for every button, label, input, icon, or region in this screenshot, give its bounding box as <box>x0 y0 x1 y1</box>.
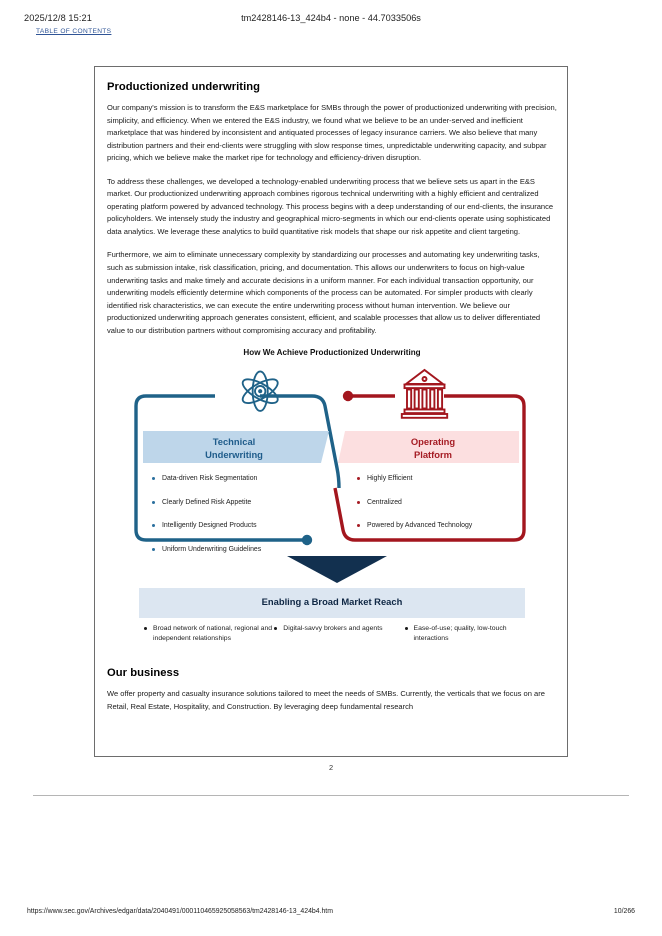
list-item: Powered by Advanced Technology <box>357 521 537 530</box>
browser-print-footer <box>0 908 662 922</box>
page-title: Productionized underwriting <box>107 81 260 93</box>
list-item: Digital-savvy brokers and agents <box>273 624 403 643</box>
red-start-dot <box>343 391 353 401</box>
document-page <box>94 66 568 757</box>
infographic-productionized-underwriting <box>107 348 557 653</box>
source-url: https://www.sec.gov/Archives/edgar/data/2040491/000110465925058563/tm2428146-13_424b4.htm <box>27 908 333 915</box>
list-item: Broad network of national, regional and independent relationships <box>143 624 273 643</box>
bottom-divider <box>33 795 629 796</box>
list-item: Clearly Defined Risk Appetite <box>152 498 342 507</box>
paragraph-2: To address these challenges, we developed a technology-enabled underwriting process that we believe sets us apart in the E&S market. Our productionized underwriting approach combines rigorous technical underwriting with a highly efficient and centralized operating platform powered by advanced technology. This process begins with a deep understanding of our end-clients, the insurance policyholders. We intensely study the industry and geographical micro-segments in which our end-clients operate using sophisticated data analytics. We leverage these analytics to build quantitative risk models that shape our risk appetite and client targeting. <box>107 176 554 236</box>
technical-underwriting-heading-line1: Technical <box>212 436 256 448</box>
page-number: 2 <box>328 763 334 772</box>
browser-print-header <box>0 13 662 47</box>
print-document-title: tm2428146-13_424b4 - none - 44.7033506s <box>241 13 421 23</box>
paragraph-3: Furthermore, we aim to eliminate unnecessary complexity by standardizing our processes and automating key underwriting tasks, such as submission intake, risk classification, pricing, and documentation. This allows our underwriters to focus on high-value underwriting tasks and make timely and accurate decisions in a uniform manner. For each individual transaction opportunity, our underwriting models efficiently determine which components of the process can be automated. For simpler products with clearly identified risk characteristics, we can execute the entire underwriting process without human intervention. We believe our productionized underwriting approach generates consistent, efficient, and scalable processes that allow us to deliver differentiated value to our distribution partners without compromising accuracy and profitability. <box>107 250 541 335</box>
infographic-title: How We Achieve Productionized Underwriting <box>243 348 421 358</box>
list-item: Uniform Underwriting Guidelines <box>152 545 342 554</box>
print-date: 2025/12/8 15:21 <box>24 13 92 23</box>
technical-underwriting-heading-line2: Underwriting <box>205 448 263 460</box>
operating-platform-bullets <box>357 474 537 545</box>
broad-market-reach-bullets <box>143 624 543 643</box>
list-item: Highly Efficient <box>357 474 537 483</box>
bank-building-icon <box>402 370 447 418</box>
page-content <box>107 81 557 724</box>
table-of-contents-link[interactable]: TABLE OF CONTENTS <box>36 28 112 35</box>
technical-underwriting-bullets <box>152 474 342 568</box>
operating-platform-heading <box>345 436 521 461</box>
operating-platform-heading-line1: Operating <box>410 436 456 448</box>
paragraph-1: Our company's mission is to transform the E&S marketplace for SMBs through the power of productionized underwriting with precision, simplicity, and efficiency. When we entered the E&S industry, we found what we believe to be an under-served and inefficient marketplace that was hindered by inconsistent and antiquated processes of legacy insurance carriers. We also believe that many distribution partners and their end-clients were struggling with slow response times, unpredictable underwriting capacity, and subpar pricing, which we believe make the market ripe for technology and efficiency-driven disruption. <box>107 103 557 163</box>
atom-icon <box>239 372 281 411</box>
broad-market-reach-title: Enabling a Broad Market Reach <box>261 596 403 608</box>
list-item: Ease-of-use; quality, low-touch interactions <box>404 624 544 643</box>
list-item: Centralized <box>357 498 537 507</box>
list-item: Intelligently Designed Products <box>152 521 342 530</box>
page-counter: 10/266 <box>613 908 635 915</box>
paragraph-our-business-1: We offer property and casualty insurance solutions tailored to meet the needs of SMBs. Currently, the verticals that we focus on are Retail, Real Estate, Hospitality, and Construction. By leveraging deep fundamental research <box>107 689 545 711</box>
technical-underwriting-heading <box>143 436 325 461</box>
list-item: Data-driven Risk Segmentation <box>152 474 342 483</box>
section-heading-our-business: Our business <box>107 667 180 680</box>
operating-platform-heading-line2: Platform <box>413 448 453 460</box>
